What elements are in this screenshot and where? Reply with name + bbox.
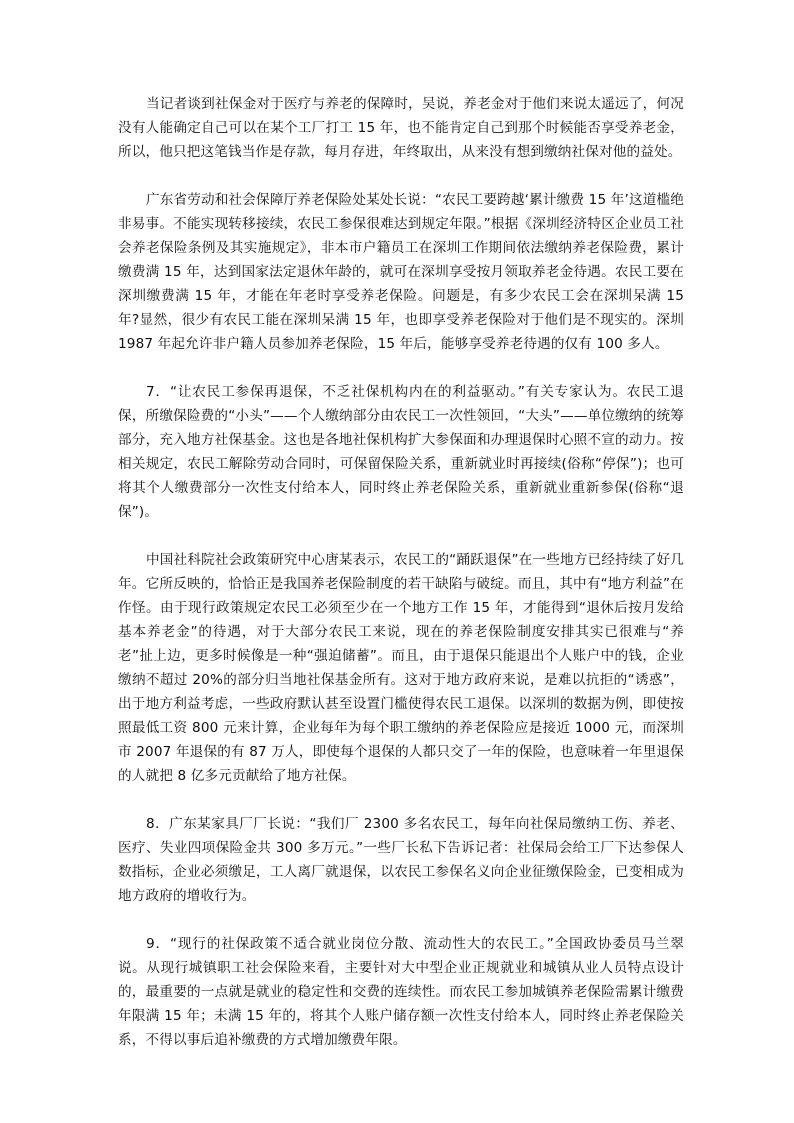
paragraph-gap: [118, 164, 684, 188]
paragraph-wu-pension-remote: 当记者谈到社保金对于医疗与养老的保障时，吴说，养老金对于他们来说太遥远了，何况没有人能确定自己可以在某个工厂打工 15 年，也不能肯定自己到那个时候能否享受养老金，所以，他只把这笔钱当作是存款，每月存进，年终取出，从来没有想到缴纳社保对他的益处。: [118, 96, 684, 160]
paragraph-gap: [118, 356, 684, 380]
paragraph-gap: [118, 524, 684, 548]
document-body: [118, 92, 684, 1052]
paragraph-cass-local-interest: 中国社科院社会政策研究中心唐某表示，农民工的“踊跃退保”在一些地方已经持续了好几年。它所反映的，恰恰正是我国养老保险制度的若干缺陷与破绽。而且，其中有“地方利益”在作怪。由于现行政策规定农民工必须至少在一个地方工作 15 年，才能得到“退休后按月发给基本养老金”的待遇，对于大部分农民工来说，现在的养老保险制度安排其实已很难与“养老”扯上边，更多时候像是一种“强迫储蓄”。而且，由于退保只能退出个人账户中的钱，企业缴纳不超过 20%的部分归当地社保基金所有。这对于地方政府来说，是难以抗拒的“诱惑”，出于地方利益考虑，一些政府默认甚至设置门槛使得农民工退保。以深圳的数据为例，即使按照最低工资 800 元来计算，企业每年为每个职工缴纳的养老保险应是接近 1000 元，而深圳市 2007 年退保的有 87 万人，即使每个退保的人都只交了一年的保险，也意味着一年里退保的人就把 8 亿多元贡献给了地方社保。: [118, 552, 684, 784]
paragraph-item-8-furniture-factory: 8．广东某家具厂厂长说：“我们厂 2300 多名农民工，每年向社保局缴纳工伤、养老、医疗、失业四项保险金共 300 多万元。”一些厂长私下告诉记者：社保局会给工厂下达参保人数指标，企业必须缴足，工人离厂就退保，以农民工参保名义向企业征缴保险金，已变相成为地方政府的增收行为。: [118, 816, 684, 904]
paragraph-gap: [118, 788, 684, 812]
paragraph-gap: [118, 908, 684, 932]
paragraph-guangdong-15-years: 广东省劳动和社会保障厅养老保险处某处长说：“农民工要跨越‘累计缴费 15 年’这道槛绝非易事。不能实现转移接续，农民工参保很难达到规定年限。”根据《深圳经济特区企业员工社会养老保险条例及其实施规定》，非本市户籍员工在深圳工作期间依法缴纳养老保险费，累计缴费满 15 年，达到国家法定退休年龄的，就可在深圳享受按月领取养老金待遇。农民工要在深圳缴费满 15 年，才能在年老时享受养老保险。问题是，有多少农民工会在深圳呆满 15 年?显然，很少有农民工能在深圳呆满 15 年，也即享受养老保险对于他们是不现实的。深圳 1987 年起允许非户籍人员参加养老保险，15 年后，能够享受养老待遇的仅有 100 多人。: [118, 192, 684, 352]
paragraph-item-9-policy-mismatch: 9．“现行的社保政策不适合就业岗位分散、流动性大的农民工。”全国政协委员马兰翠说。从现行城镇职工社会保险来看，主要针对大中型企业正规就业和城镇从业人员特点设计的，最重要的一点就是就业的稳定性和交费的连续性。而农民工参加城镇养老保险需累计缴费年限满 15 年；未满 15 年的，将其个人账户储存额一次性支付给本人，同时终止养老保险关系，不得以事后追补缴费的方式增加缴费年限。: [118, 936, 684, 1048]
paragraph-item-7-interest-drive: 7．“让农民工参保再退保，不乏社保机构内在的利益驱动。”有关专家认为。农民工退保，所缴保险费的“小头”——个人缴纳部分由农民工一次性领回，“大头”——单位缴纳的统筹部分，充入地方社保基金。这也是各地社保机构扩大参保面和办理退保时心照不宣的动力。按相关规定，农民工解除劳动合同时，可保留保险关系，重新就业时再接续(俗称“停保”)；也可将其个人缴费部分一次性支付给本人，同时终止养老保险关系，重新就业重新参保(俗称“退保”)。: [118, 384, 684, 520]
